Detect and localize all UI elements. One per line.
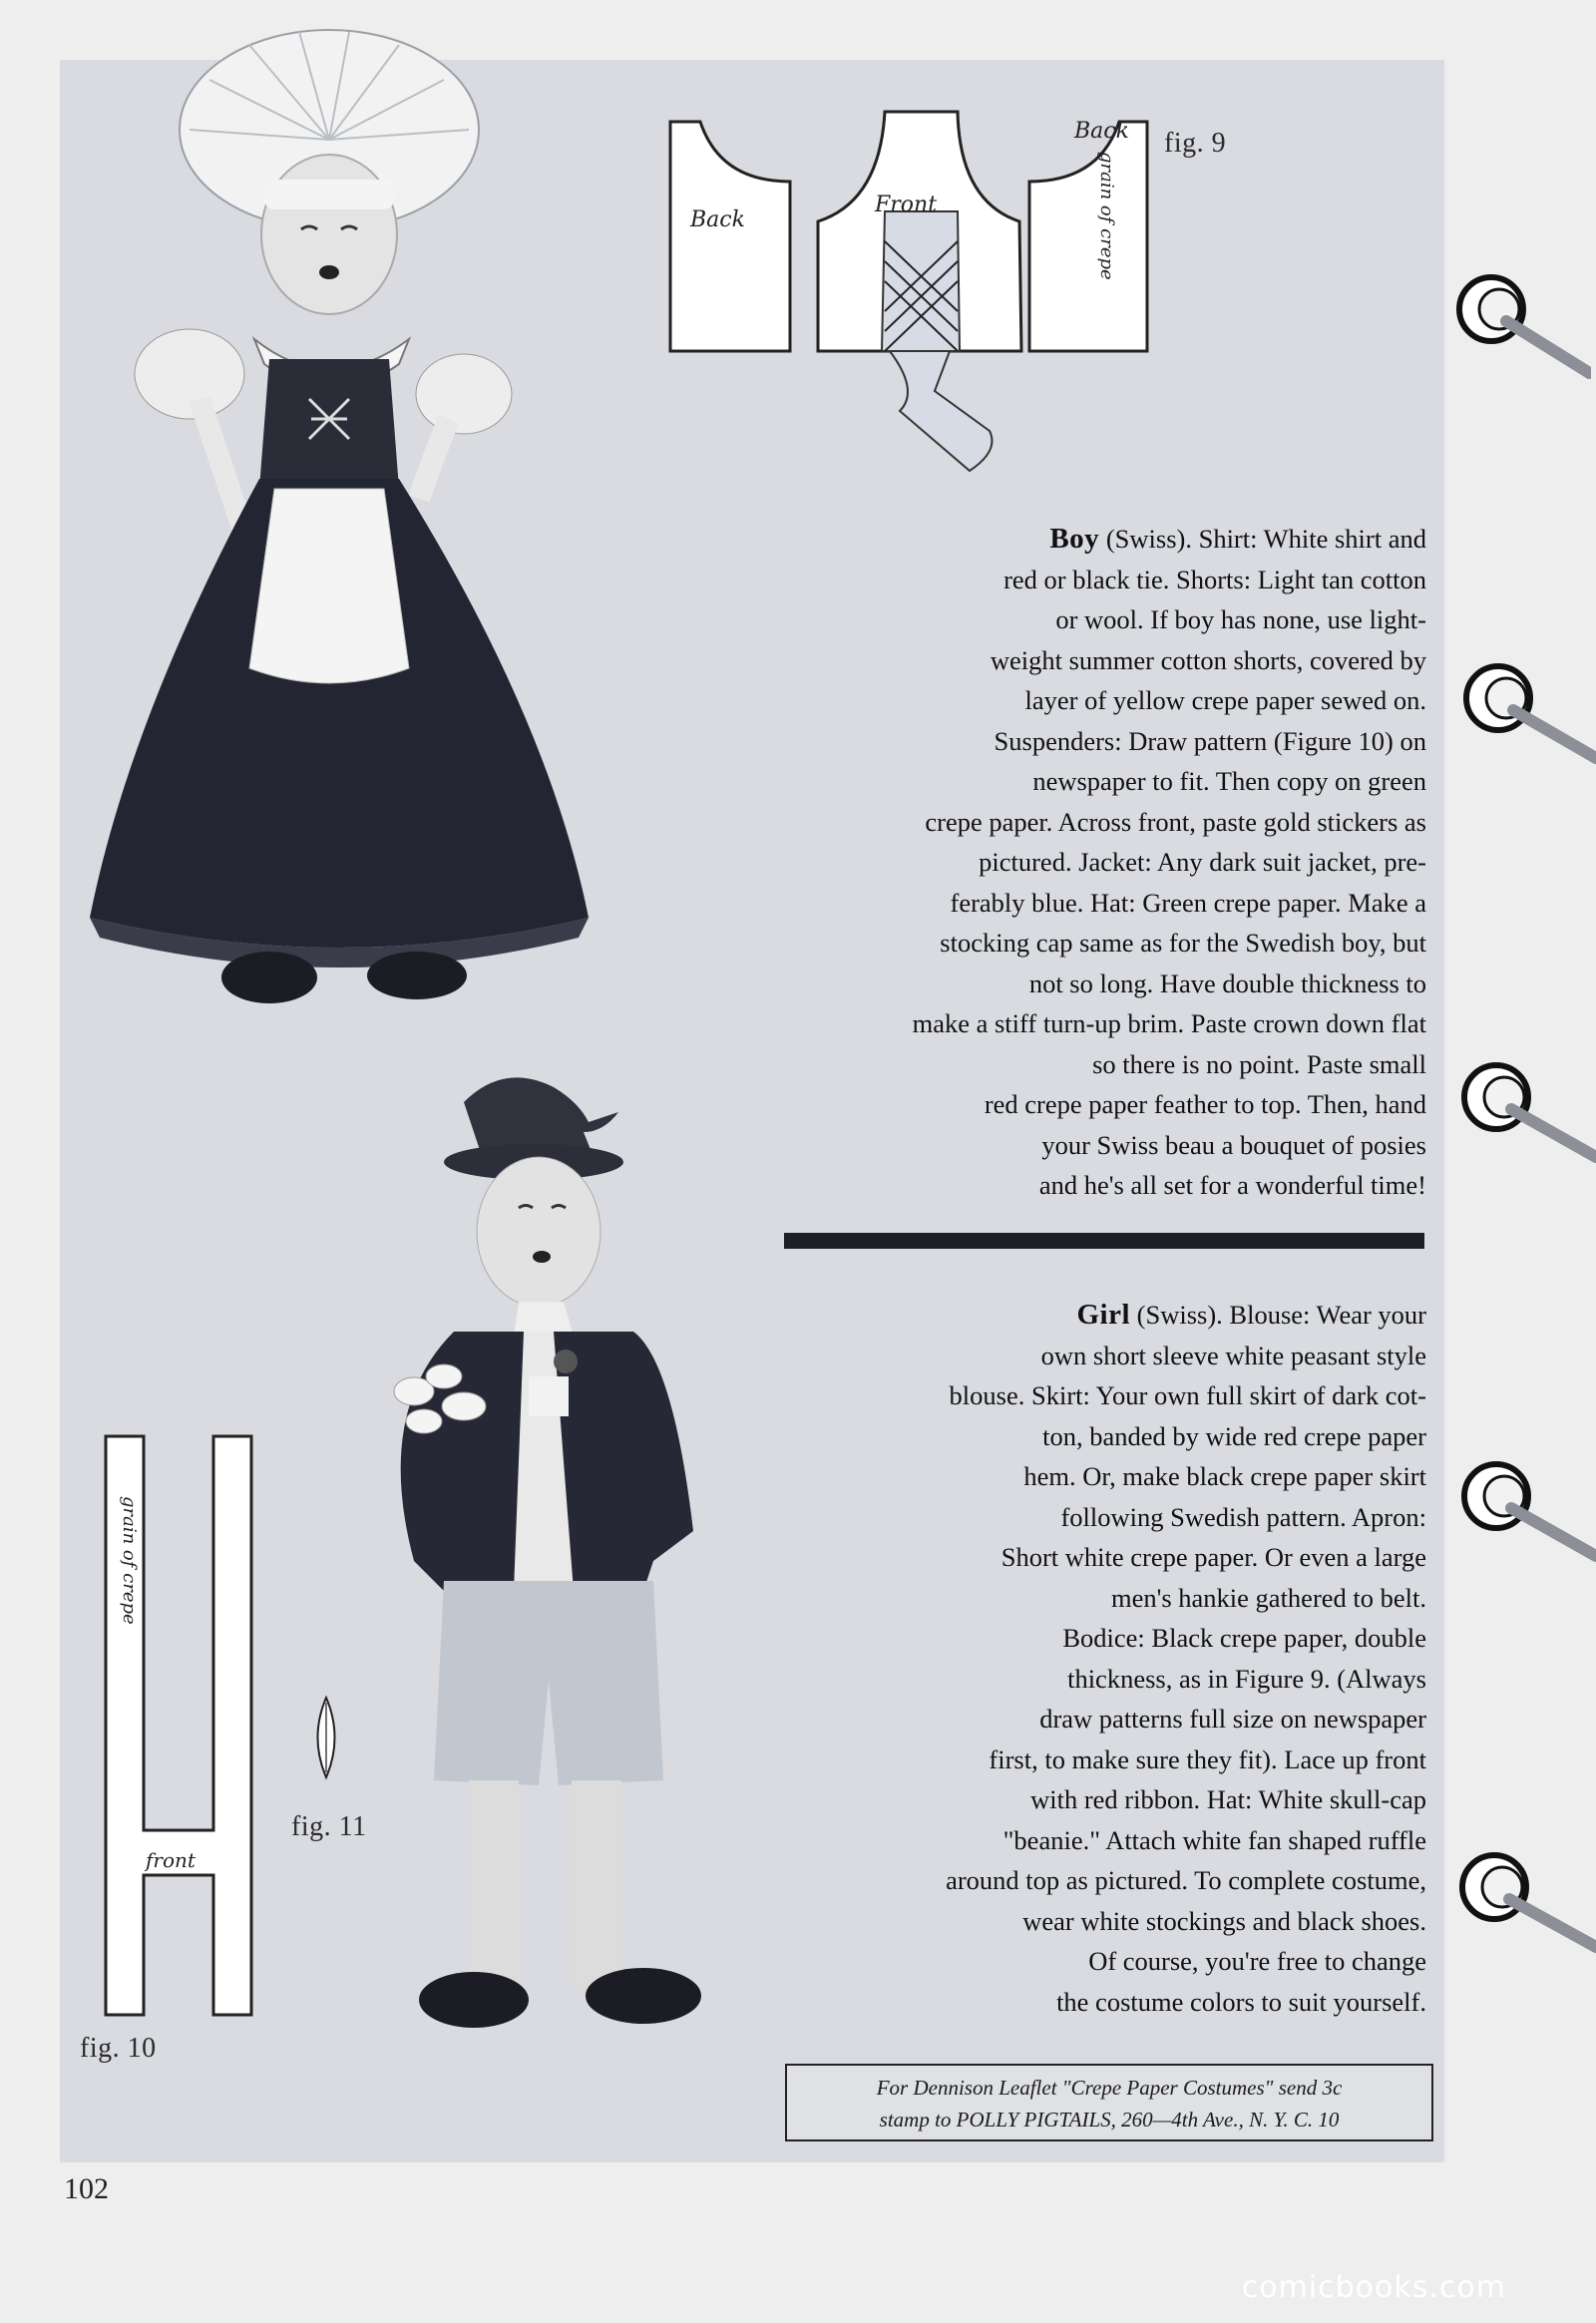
boy-line: or wool. If boy has none, use light- [1055, 604, 1426, 634]
boy-line: not so long. Have double thickness to [1028, 968, 1426, 998]
girl-line: ton, banded by wide red crepe paper [1042, 1420, 1426, 1451]
fig9-grain-label: grain of crepe [1096, 152, 1117, 280]
girl-line: with red ribbon. Hat: White skull-cap [1030, 1784, 1426, 1814]
fig11-feather-pattern [311, 1698, 341, 1777]
section-divider [784, 1233, 1424, 1249]
site-watermark: comicbooks.com [1241, 2270, 1506, 2305]
fig9-label: fig. 9 [1164, 128, 1227, 159]
girl-line: around top as pictured. To complete costume, [946, 1865, 1426, 1895]
binder-ring-icon [1454, 1847, 1596, 1957]
girl-line: draw patterns full size on newspaper [1039, 1704, 1426, 1734]
boy-line: your Swiss beau a bouquet of posies [1041, 1129, 1426, 1160]
boy-line: red or black tie. Shorts: Light tan cotton [1003, 564, 1426, 594]
girl-head [261, 155, 397, 314]
credit-line: For Dennison Leaflet "Crepe Paper Costumes" send 3c [876, 2076, 1343, 2100]
girl-line: blouse. Skirt: Your own full skirt of dark cot- [949, 1380, 1426, 1410]
boy-instructions [758, 519, 1426, 1206]
girl-doll-photo [80, 20, 638, 1027]
binder-ring-icon [1456, 1057, 1596, 1167]
fig10-grain-label: grain of crepe [119, 1496, 140, 1625]
boy-heading: Boy [1049, 523, 1100, 555]
girl-heading: Girl [1076, 1299, 1131, 1331]
boy-line: stocking cap same as for the Swedish boy, but [940, 928, 1426, 958]
girl-line: Short white crepe paper. Or even a large [1000, 1542, 1426, 1572]
fig9-front-label: Front [875, 193, 938, 217]
boy-line: ferably blue. Hat: Green crepe paper. Make a [950, 887, 1426, 918]
credit-line: stamp to POLLY PIGTAILS, 260—4th Ave., N. Y. C. 10 [879, 2108, 1340, 2131]
fig10-suspenders-pattern [106, 1436, 265, 2025]
girl-apron [249, 489, 409, 683]
girl-line: (Swiss). Blouse: Wear your [1136, 1300, 1426, 1330]
boy-line: so there is no point. Paste small [1092, 1048, 1426, 1079]
fig11-label: fig. 11 [291, 1811, 367, 1842]
girl-line: the costume colors to suit yourself. [1056, 1986, 1426, 2017]
girl-line: men's hankie gathered to belt. [1110, 1582, 1426, 1613]
page-number: 102 [64, 2172, 109, 2205]
boy-line: make a stiff turn-up brim. Paste crown down flat [912, 1008, 1426, 1038]
girl-line: wear white stockings and black shoes. [1022, 1905, 1426, 1936]
boy-line: and he's all set for a wonderful time! [1038, 1170, 1426, 1200]
fig10-label: fig. 10 [80, 2033, 157, 2064]
girl-line: first, to make sure they fit). Lace up front [989, 1743, 1426, 1774]
boy-line: pictured. Jacket: Any dark suit jacket, pre- [979, 847, 1426, 877]
boy-line: Suspenders: Draw pattern (Figure 10) on [994, 725, 1426, 756]
boy-line: layer of yellow crepe paper sewed on. [1024, 685, 1426, 715]
boy-doll-photo [354, 1062, 823, 2050]
fig9-bodice-pattern [670, 112, 1149, 501]
fig9-back-right-label: Back [1074, 119, 1129, 144]
binder-ring-icon [1458, 658, 1596, 768]
binder-ring-icon [1451, 269, 1591, 379]
girl-line: "beanie." Attach white fan shaped ruffle [1002, 1824, 1426, 1855]
leaflet-offer-box [785, 2064, 1433, 2141]
girl-line: thickness, as in Figure 9. (Always [1067, 1663, 1426, 1694]
girl-line: Of course, you're free to change [1088, 1946, 1426, 1976]
boy-line: (Swiss). Shirt: White shirt and [1105, 524, 1426, 554]
girl-line: own short sleeve white peasant style [1040, 1340, 1426, 1370]
girl-line: following Swedish pattern. Apron: [1060, 1501, 1426, 1532]
girl-line: Bodice: Black crepe paper, double [1062, 1623, 1426, 1653]
boy-line: red crepe paper feather to top. Then, hand [984, 1089, 1426, 1119]
girl-instructions [758, 1295, 1426, 2022]
fig9-back-left-label: Back [690, 207, 745, 232]
boy-line: newspaper to fit. Then copy on green [1032, 766, 1426, 796]
binder-ring-icon [1456, 1456, 1596, 1566]
boy-line: weight summer cotton shorts, covered by [990, 644, 1426, 675]
boy-head [477, 1157, 600, 1307]
fig10-front-label: front [146, 1848, 196, 1872]
girl-line: hem. Or, make black crepe paper skirt [1023, 1461, 1426, 1491]
boy-line: crepe paper. Across front, paste gold stickers as [925, 806, 1426, 837]
